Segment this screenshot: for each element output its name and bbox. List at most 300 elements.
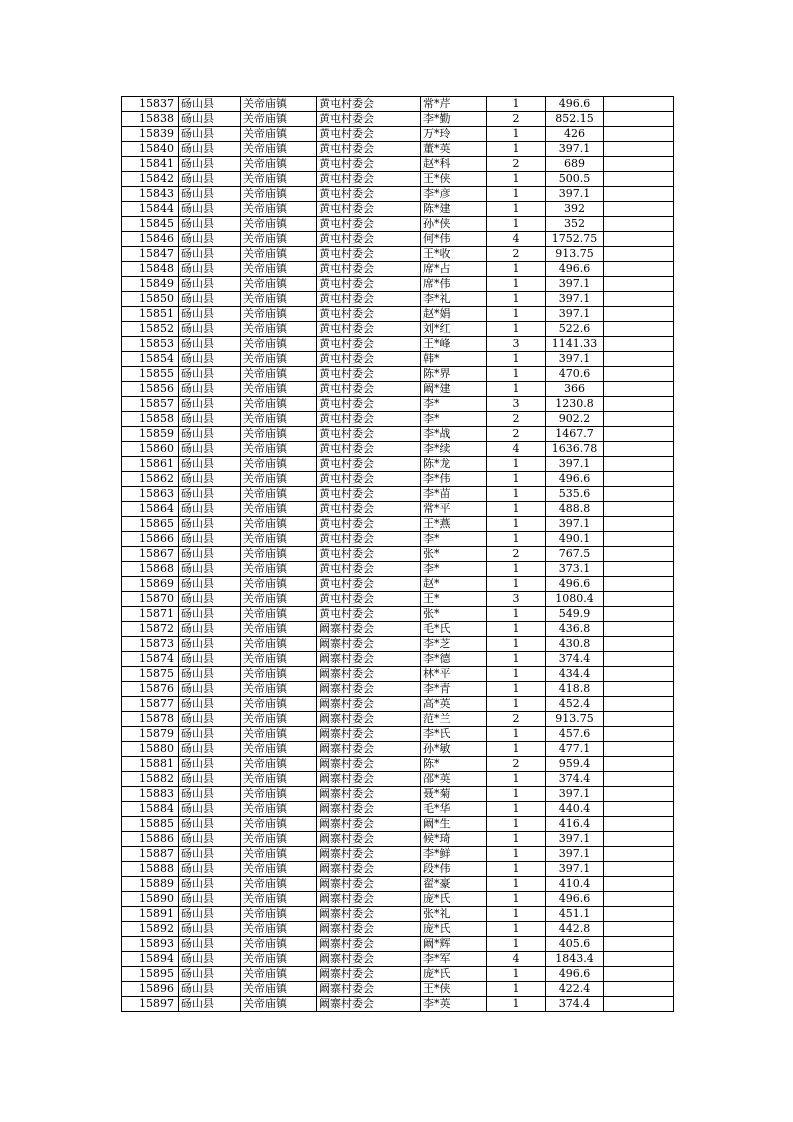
county-cell: 砀山县 <box>179 217 241 232</box>
serial-number-cell: 15874 <box>122 652 179 667</box>
county-cell: 砀山县 <box>179 172 241 187</box>
remarks-cell <box>604 862 674 877</box>
county-cell: 砀山县 <box>179 997 241 1012</box>
county-cell: 砀山县 <box>179 262 241 277</box>
amount-cell: 535.6 <box>546 487 604 502</box>
remarks-cell <box>604 142 674 157</box>
town-cell: 关帝庙镇 <box>241 382 317 397</box>
remarks-cell <box>604 472 674 487</box>
amount-cell: 397.1 <box>546 352 604 367</box>
table-row <box>122 757 674 772</box>
amount-cell: 418.8 <box>546 682 604 697</box>
remarks-cell <box>604 757 674 772</box>
remarks-cell <box>604 202 674 217</box>
serial-number-cell: 15865 <box>122 517 179 532</box>
county-cell: 砀山县 <box>179 547 241 562</box>
remarks-cell <box>604 817 674 832</box>
household-size-cell: 2 <box>487 757 546 772</box>
village-committee-cell: 黄屯村委会 <box>317 202 421 217</box>
remarks-cell <box>604 982 674 997</box>
county-cell: 砀山县 <box>179 802 241 817</box>
amount-cell: 374.4 <box>546 652 604 667</box>
name-cell: 庞*氏 <box>421 967 487 982</box>
serial-number-cell: 15870 <box>122 592 179 607</box>
table-row <box>122 937 674 952</box>
remarks-cell <box>604 787 674 802</box>
amount-cell: 397.1 <box>546 277 604 292</box>
household-size-cell: 1 <box>487 472 546 487</box>
table-row <box>122 142 674 157</box>
amount-cell: 397.1 <box>546 307 604 322</box>
table-row <box>122 682 674 697</box>
household-size-cell: 1 <box>487 817 546 832</box>
amount-cell: 374.4 <box>546 997 604 1012</box>
name-cell: 庞*氏 <box>421 892 487 907</box>
serial-number-cell: 15839 <box>122 127 179 142</box>
county-cell: 砀山县 <box>179 97 241 112</box>
table-row <box>122 487 674 502</box>
household-size-cell: 3 <box>487 397 546 412</box>
table-row <box>122 412 674 427</box>
town-cell: 关帝庙镇 <box>241 112 317 127</box>
town-cell: 关帝庙镇 <box>241 577 317 592</box>
remarks-cell <box>604 682 674 697</box>
serial-number-cell: 15845 <box>122 217 179 232</box>
remarks-cell <box>604 802 674 817</box>
village-committee-cell: 阚寨村委会 <box>317 787 421 802</box>
household-size-cell: 1 <box>487 202 546 217</box>
amount-cell: 410.4 <box>546 877 604 892</box>
town-cell: 关帝庙镇 <box>241 412 317 427</box>
table-row <box>122 967 674 982</box>
town-cell: 关帝庙镇 <box>241 622 317 637</box>
remarks-cell <box>604 592 674 607</box>
household-size-cell: 1 <box>487 892 546 907</box>
village-committee-cell: 黄屯村委会 <box>317 127 421 142</box>
village-committee-cell: 阚寨村委会 <box>317 757 421 772</box>
remarks-cell <box>604 607 674 622</box>
town-cell: 关帝庙镇 <box>241 487 317 502</box>
table-row <box>122 322 674 337</box>
name-cell: 陈*龙 <box>421 457 487 472</box>
county-cell: 砀山县 <box>179 337 241 352</box>
table-row <box>122 922 674 937</box>
amount-cell: 416.4 <box>546 817 604 832</box>
county-cell: 砀山县 <box>179 772 241 787</box>
town-cell: 关帝庙镇 <box>241 337 317 352</box>
serial-number-cell: 15853 <box>122 337 179 352</box>
name-cell: 李*勤 <box>421 112 487 127</box>
name-cell: 常*平 <box>421 502 487 517</box>
table-row <box>122 862 674 877</box>
household-size-cell: 1 <box>487 577 546 592</box>
name-cell: 翟*豪 <box>421 877 487 892</box>
name-cell: 张*礼 <box>421 907 487 922</box>
remarks-cell <box>604 547 674 562</box>
village-committee-cell: 黄屯村委会 <box>317 142 421 157</box>
remarks-cell <box>604 712 674 727</box>
village-committee-cell: 阚寨村委会 <box>317 997 421 1012</box>
table-row <box>122 232 674 247</box>
county-cell: 砀山县 <box>179 667 241 682</box>
table-row <box>122 352 674 367</box>
name-cell: 孙*敏 <box>421 742 487 757</box>
remarks-cell <box>604 232 674 247</box>
serial-number-cell: 15876 <box>122 682 179 697</box>
town-cell: 关帝庙镇 <box>241 157 317 172</box>
village-committee-cell: 黄屯村委会 <box>317 157 421 172</box>
table-row <box>122 457 674 472</box>
county-cell: 砀山县 <box>179 817 241 832</box>
name-cell: 李*氏 <box>421 727 487 742</box>
table-row <box>122 742 674 757</box>
amount-cell: 1080.4 <box>546 592 604 607</box>
county-cell: 砀山县 <box>179 412 241 427</box>
name-cell: 王* <box>421 592 487 607</box>
remarks-cell <box>604 307 674 322</box>
table-row <box>122 247 674 262</box>
amount-cell: 913.75 <box>546 247 604 262</box>
amount-cell: 496.6 <box>546 577 604 592</box>
remarks-cell <box>604 937 674 952</box>
village-committee-cell: 阚寨村委会 <box>317 772 421 787</box>
town-cell: 关帝庙镇 <box>241 667 317 682</box>
remarks-cell <box>604 697 674 712</box>
amount-cell: 442.8 <box>546 922 604 937</box>
town-cell: 关帝庙镇 <box>241 397 317 412</box>
table-row <box>122 187 674 202</box>
village-committee-cell: 阚寨村委会 <box>317 622 421 637</box>
household-size-cell: 1 <box>487 697 546 712</box>
table-row <box>122 817 674 832</box>
remarks-cell <box>604 187 674 202</box>
amount-cell: 451.1 <box>546 907 604 922</box>
serial-number-cell: 15841 <box>122 157 179 172</box>
household-size-cell: 1 <box>487 847 546 862</box>
town-cell: 关帝庙镇 <box>241 997 317 1012</box>
town-cell: 关帝庙镇 <box>241 607 317 622</box>
remarks-cell <box>604 247 674 262</box>
remarks-cell <box>604 847 674 862</box>
household-size-cell: 1 <box>487 97 546 112</box>
county-cell: 砀山县 <box>179 907 241 922</box>
name-cell: 刘*红 <box>421 322 487 337</box>
remarks-cell <box>604 517 674 532</box>
serial-number-cell: 15852 <box>122 322 179 337</box>
table-row <box>122 607 674 622</box>
table-row <box>122 622 674 637</box>
household-size-cell: 1 <box>487 682 546 697</box>
name-cell: 席*占 <box>421 262 487 277</box>
serial-number-cell: 15860 <box>122 442 179 457</box>
name-cell: 李*礼 <box>421 292 487 307</box>
remarks-cell <box>604 742 674 757</box>
town-cell: 关帝庙镇 <box>241 712 317 727</box>
serial-number-cell: 15854 <box>122 352 179 367</box>
table-row <box>122 697 674 712</box>
village-committee-cell: 黄屯村委会 <box>317 472 421 487</box>
village-committee-cell: 黄屯村委会 <box>317 352 421 367</box>
serial-number-cell: 15858 <box>122 412 179 427</box>
county-cell: 砀山县 <box>179 892 241 907</box>
town-cell: 关帝庙镇 <box>241 517 317 532</box>
name-cell: 李*彦 <box>421 187 487 202</box>
village-committee-cell: 阚寨村委会 <box>317 667 421 682</box>
town-cell: 关帝庙镇 <box>241 787 317 802</box>
remarks-cell <box>604 217 674 232</box>
town-cell: 关帝庙镇 <box>241 142 317 157</box>
name-cell: 赵*科 <box>421 157 487 172</box>
village-committee-cell: 黄屯村委会 <box>317 217 421 232</box>
table-row <box>122 262 674 277</box>
amount-cell: 1230.8 <box>546 397 604 412</box>
village-committee-cell: 阚寨村委会 <box>317 937 421 952</box>
village-committee-cell: 阚寨村委会 <box>317 952 421 967</box>
remarks-cell <box>604 97 674 112</box>
amount-cell: 352 <box>546 217 604 232</box>
name-cell: 范*兰 <box>421 712 487 727</box>
amount-cell: 436.8 <box>546 622 604 637</box>
amount-cell: 496.6 <box>546 472 604 487</box>
remarks-cell <box>604 667 674 682</box>
household-size-cell: 1 <box>487 907 546 922</box>
county-cell: 砀山县 <box>179 322 241 337</box>
town-cell: 关帝庙镇 <box>241 127 317 142</box>
county-cell: 砀山县 <box>179 202 241 217</box>
household-size-cell: 1 <box>487 142 546 157</box>
town-cell: 关帝庙镇 <box>241 367 317 382</box>
county-cell: 砀山县 <box>179 472 241 487</box>
table-row <box>122 442 674 457</box>
household-size-cell: 1 <box>487 607 546 622</box>
name-cell: 王*峰 <box>421 337 487 352</box>
household-size-cell: 1 <box>487 727 546 742</box>
county-cell: 砀山县 <box>179 697 241 712</box>
county-cell: 砀山县 <box>179 727 241 742</box>
name-cell: 孙*侠 <box>421 217 487 232</box>
town-cell: 关帝庙镇 <box>241 592 317 607</box>
village-committee-cell: 阚寨村委会 <box>317 817 421 832</box>
town-cell: 关帝庙镇 <box>241 772 317 787</box>
name-cell: 李*战 <box>421 427 487 442</box>
remarks-cell <box>604 922 674 937</box>
serial-number-cell: 15863 <box>122 487 179 502</box>
serial-number-cell: 15894 <box>122 952 179 967</box>
household-size-cell: 1 <box>487 922 546 937</box>
amount-cell: 496.6 <box>546 262 604 277</box>
town-cell: 关帝庙镇 <box>241 472 317 487</box>
subsidy-table <box>121 96 674 1012</box>
county-cell: 砀山县 <box>179 442 241 457</box>
remarks-cell <box>604 157 674 172</box>
remarks-cell <box>604 397 674 412</box>
county-cell: 砀山县 <box>179 637 241 652</box>
serial-number-cell: 15889 <box>122 877 179 892</box>
table-row <box>122 667 674 682</box>
village-committee-cell: 阚寨村委会 <box>317 832 421 847</box>
county-cell: 砀山县 <box>179 832 241 847</box>
county-cell: 砀山县 <box>179 682 241 697</box>
county-cell: 砀山县 <box>179 937 241 952</box>
village-committee-cell: 黄屯村委会 <box>317 187 421 202</box>
household-size-cell: 1 <box>487 877 546 892</box>
remarks-cell <box>604 172 674 187</box>
county-cell: 砀山县 <box>179 187 241 202</box>
town-cell: 关帝庙镇 <box>241 232 317 247</box>
amount-cell: 434.4 <box>546 667 604 682</box>
household-size-cell: 4 <box>487 232 546 247</box>
serial-number-cell: 15848 <box>122 262 179 277</box>
county-cell: 砀山县 <box>179 292 241 307</box>
name-cell: 李* <box>421 532 487 547</box>
village-committee-cell: 黄屯村委会 <box>317 577 421 592</box>
village-committee-cell: 黄屯村委会 <box>317 412 421 427</box>
town-cell: 关帝庙镇 <box>241 937 317 952</box>
table-row <box>122 892 674 907</box>
amount-cell: 440.4 <box>546 802 604 817</box>
table-row <box>122 577 674 592</box>
name-cell: 李* <box>421 412 487 427</box>
table-row <box>122 202 674 217</box>
name-cell: 李*苗 <box>421 487 487 502</box>
amount-cell: 500.5 <box>546 172 604 187</box>
remarks-cell <box>604 652 674 667</box>
serial-number-cell: 15866 <box>122 532 179 547</box>
table-row <box>122 277 674 292</box>
amount-cell: 397.1 <box>546 187 604 202</box>
serial-number-cell: 15890 <box>122 892 179 907</box>
serial-number-cell: 15849 <box>122 277 179 292</box>
town-cell: 关帝庙镇 <box>241 427 317 442</box>
county-cell: 砀山县 <box>179 487 241 502</box>
name-cell: 李* <box>421 397 487 412</box>
serial-number-cell: 15888 <box>122 862 179 877</box>
name-cell: 阚*辉 <box>421 937 487 952</box>
serial-number-cell: 15885 <box>122 817 179 832</box>
household-size-cell: 1 <box>487 277 546 292</box>
household-size-cell: 2 <box>487 427 546 442</box>
household-size-cell: 1 <box>487 487 546 502</box>
town-cell: 关帝庙镇 <box>241 532 317 547</box>
household-size-cell: 1 <box>487 637 546 652</box>
village-committee-cell: 黄屯村委会 <box>317 232 421 247</box>
county-cell: 砀山县 <box>179 157 241 172</box>
name-cell: 席*伟 <box>421 277 487 292</box>
serial-number-cell: 15838 <box>122 112 179 127</box>
serial-number-cell: 15842 <box>122 172 179 187</box>
name-cell: 毛*氏 <box>421 622 487 637</box>
village-committee-cell: 黄屯村委会 <box>317 547 421 562</box>
name-cell: 陈*建 <box>421 202 487 217</box>
village-committee-cell: 黄屯村委会 <box>317 457 421 472</box>
village-committee-cell: 阚寨村委会 <box>317 847 421 862</box>
name-cell: 李*青 <box>421 682 487 697</box>
serial-number-cell: 15857 <box>122 397 179 412</box>
amount-cell: 452.4 <box>546 697 604 712</box>
town-cell: 关帝庙镇 <box>241 892 317 907</box>
village-committee-cell: 黄屯村委会 <box>317 247 421 262</box>
town-cell: 关帝庙镇 <box>241 502 317 517</box>
table-row <box>122 802 674 817</box>
amount-cell: 397.1 <box>546 517 604 532</box>
household-size-cell: 1 <box>487 367 546 382</box>
table-row <box>122 157 674 172</box>
county-cell: 砀山县 <box>179 232 241 247</box>
name-cell: 张* <box>421 547 487 562</box>
table-row <box>122 292 674 307</box>
household-size-cell: 1 <box>487 652 546 667</box>
name-cell: 常*芹 <box>421 97 487 112</box>
village-committee-cell: 阚寨村委会 <box>317 877 421 892</box>
serial-number-cell: 15883 <box>122 787 179 802</box>
remarks-cell <box>604 292 674 307</box>
village-committee-cell: 阚寨村委会 <box>317 982 421 997</box>
village-committee-cell: 黄屯村委会 <box>317 487 421 502</box>
name-cell: 董*英 <box>421 142 487 157</box>
town-cell: 关帝庙镇 <box>241 652 317 667</box>
amount-cell: 366 <box>546 382 604 397</box>
household-size-cell: 1 <box>487 322 546 337</box>
amount-cell: 689 <box>546 157 604 172</box>
county-cell: 砀山县 <box>179 787 241 802</box>
village-committee-cell: 阚寨村委会 <box>317 637 421 652</box>
amount-cell: 397.1 <box>546 142 604 157</box>
village-committee-cell: 阚寨村委会 <box>317 727 421 742</box>
serial-number-cell: 15895 <box>122 967 179 982</box>
name-cell: 王*侠 <box>421 172 487 187</box>
village-committee-cell: 黄屯村委会 <box>317 277 421 292</box>
town-cell: 关帝庙镇 <box>241 742 317 757</box>
household-size-cell: 2 <box>487 547 546 562</box>
amount-cell: 1636.78 <box>546 442 604 457</box>
county-cell: 砀山县 <box>179 457 241 472</box>
amount-cell: 426 <box>546 127 604 142</box>
remarks-cell <box>604 892 674 907</box>
town-cell: 关帝庙镇 <box>241 442 317 457</box>
remarks-cell <box>604 622 674 637</box>
amount-cell: 470.6 <box>546 367 604 382</box>
remarks-cell <box>604 352 674 367</box>
village-committee-cell: 阚寨村委会 <box>317 742 421 757</box>
table-row <box>122 127 674 142</box>
village-committee-cell: 黄屯村委会 <box>317 292 421 307</box>
town-cell: 关帝庙镇 <box>241 922 317 937</box>
town-cell: 关帝庙镇 <box>241 292 317 307</box>
amount-cell: 852.15 <box>546 112 604 127</box>
town-cell: 关帝庙镇 <box>241 802 317 817</box>
household-size-cell: 1 <box>487 217 546 232</box>
name-cell: 聂*菊 <box>421 787 487 802</box>
table-row <box>122 787 674 802</box>
name-cell: 李*英 <box>421 997 487 1012</box>
name-cell: 李* <box>421 562 487 577</box>
household-size-cell: 2 <box>487 412 546 427</box>
county-cell: 砀山县 <box>179 877 241 892</box>
serial-number-cell: 15882 <box>122 772 179 787</box>
village-committee-cell: 黄屯村委会 <box>317 382 421 397</box>
village-committee-cell: 阚寨村委会 <box>317 697 421 712</box>
remarks-cell <box>604 127 674 142</box>
amount-cell: 496.6 <box>546 892 604 907</box>
remarks-cell <box>604 772 674 787</box>
amount-cell: 902.2 <box>546 412 604 427</box>
name-cell: 王*燕 <box>421 517 487 532</box>
amount-cell: 397.1 <box>546 457 604 472</box>
serial-number-cell: 15846 <box>122 232 179 247</box>
town-cell: 关帝庙镇 <box>241 877 317 892</box>
county-cell: 砀山县 <box>179 247 241 262</box>
table-row <box>122 547 674 562</box>
